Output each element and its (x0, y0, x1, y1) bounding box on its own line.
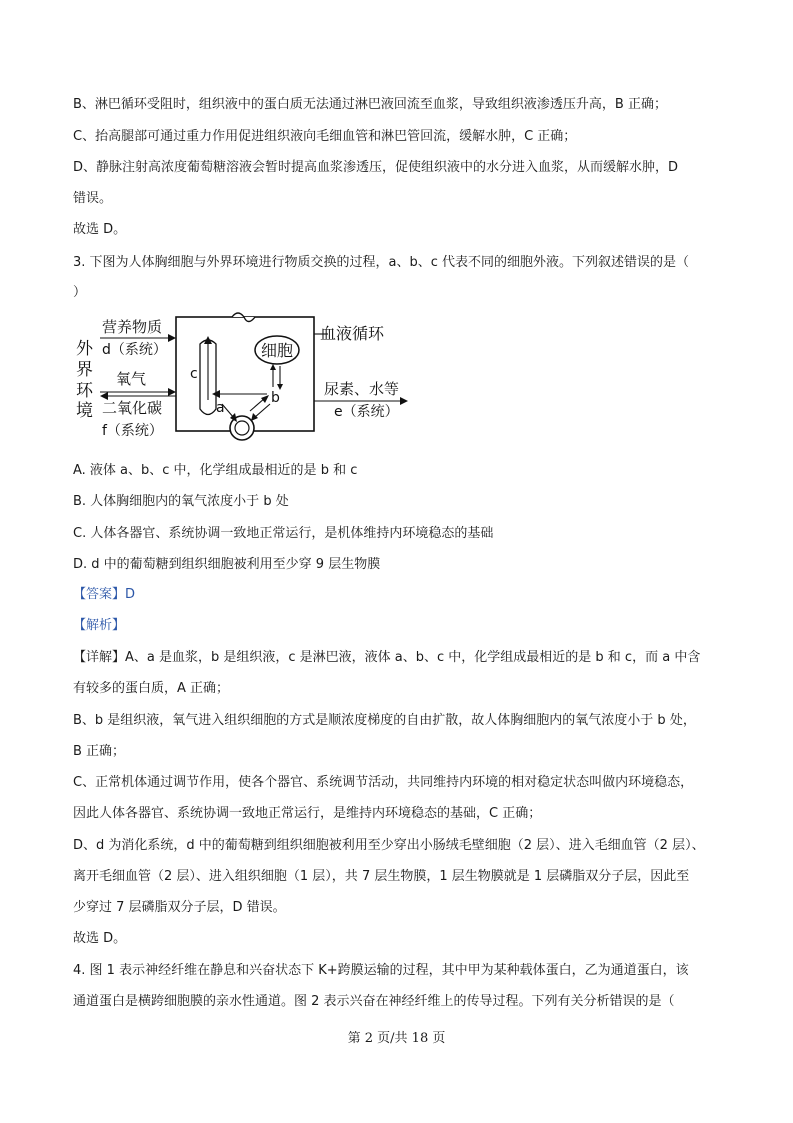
label-b: b (271, 390, 280, 406)
text-line: 因此人体各器官、系统协调一致地正常运行，是维持内环境稳态的基础，C 正确； (73, 806, 542, 821)
label-a: a (216, 400, 225, 416)
answer-tag: 【答案】D (73, 587, 136, 602)
text-line: 通道蛋白是横跨细胞膜的亲水性通道。图 2 表示兴奋在神经纤维上的传导过程。下列有关分析错误的是（ (73, 994, 675, 1009)
option-d: D. d 中的葡萄糖到组织细胞被利用至少穿 9 层生物膜 (73, 557, 381, 572)
text-line: B、b 是组织液，氧气进入组织细胞的方式是顺浓度梯度的自由扩散，故人体胸细胞内的氧气浓度小于 b 处， (73, 713, 696, 728)
text-line: C、抬高腿部可通过重力作用促进组织液向毛细血管和淋巴管回流，缓解水肿，C 正确； (73, 129, 577, 144)
text-line: 少穿过 7 层磷脂双分子层，D 错误。 (73, 900, 286, 915)
external-env-4: 境 (76, 401, 93, 421)
option-a: A. 液体 a、b、c 中，化学组成最相近的是 b 和 c (73, 463, 358, 478)
urea-water-label: 尿素、水等 (324, 380, 400, 398)
question-3-stem: 3. 下图为人体胸细胞与外界环境进行物质交换的过程，a、b、c 代表不同的细胞外液。下列叙述错误的是（ (73, 255, 690, 270)
co2-label: 二氧化碳 (102, 399, 163, 417)
text-line: 有较多的蛋白质，A 正确； (73, 681, 230, 696)
cell-label: 细胞 (260, 341, 294, 360)
text-line: B 正确； (73, 744, 126, 759)
option-c: C. 人体各器官、系统协调一致地正常运行，是机体维持内环境稳态的基础 (73, 526, 494, 541)
text-line: 离开毛细血管（2 层）、进入组织细胞（1 层），共 7 层生物膜，1 层生物膜就是 1 层磷脂双分子层，因此至 (73, 869, 690, 884)
text-line: D、d 为消化系统，d 中的葡萄糖到组织细胞被利用至少穿出小肠绒毛壁细胞（2 层）、进入毛细血管（2 层）、 (73, 838, 705, 853)
text-line: C、正常机体通过调节作用，使各个器官、系统调节活动，共同维持内环境的相对稳定状态叫做内环境稳态， (73, 775, 694, 790)
f-system-label: f（系统） (102, 423, 163, 439)
blood-circulation-label: 血液循环 (320, 324, 385, 343)
page-footer: 第 2 页/共 18 页 (347, 1031, 446, 1046)
external-env-2: 界 (76, 360, 93, 380)
text-line: 【详解】A、a 是血浆，b 是组织液，c 是淋巴液，液体 a、b、c 中，化学组成最相近的是 b 和 c，而 a 中含 (73, 650, 701, 665)
text-line: B、淋巴循环受阻时，组织液中的蛋白质无法通过淋巴液回流至血浆，导致组织液渗透压升高，B 正确； (73, 97, 667, 112)
body-fluid-exchange-diagram (72, 312, 412, 448)
text-line: D、静脉注射高浓度葡萄糖溶液会暂时提高血浆渗透压，促使组织液中的水分进入血浆，从而缓解水肿，D (73, 160, 679, 175)
e-system-label: e（系统） (334, 404, 399, 420)
label-c: c (190, 366, 198, 382)
d-system-label: d（系统） (102, 342, 167, 358)
text-line: 故选 D。 (73, 222, 127, 237)
text-line: 错误。 (73, 191, 113, 206)
analysis-tag: 【解析】 (73, 618, 126, 633)
text-line: ） (73, 285, 87, 300)
text-line: 故选 D。 (73, 931, 127, 946)
question-4-stem: 4. 图 1 表示神经纤维在静息和兴奋状态下 K+跨膜运输的过程，其中甲为某种载体蛋白，乙为通道蛋白，该 (73, 963, 689, 978)
oxygen-label: 氧气 (116, 370, 147, 388)
nutrients-label: 营养物质 (102, 318, 163, 336)
external-env-1: 外 (76, 339, 93, 359)
option-b: B. 人体胸细胞内的氧气浓度小于 b 处 (73, 494, 289, 509)
external-env-3: 环 (76, 381, 93, 401)
